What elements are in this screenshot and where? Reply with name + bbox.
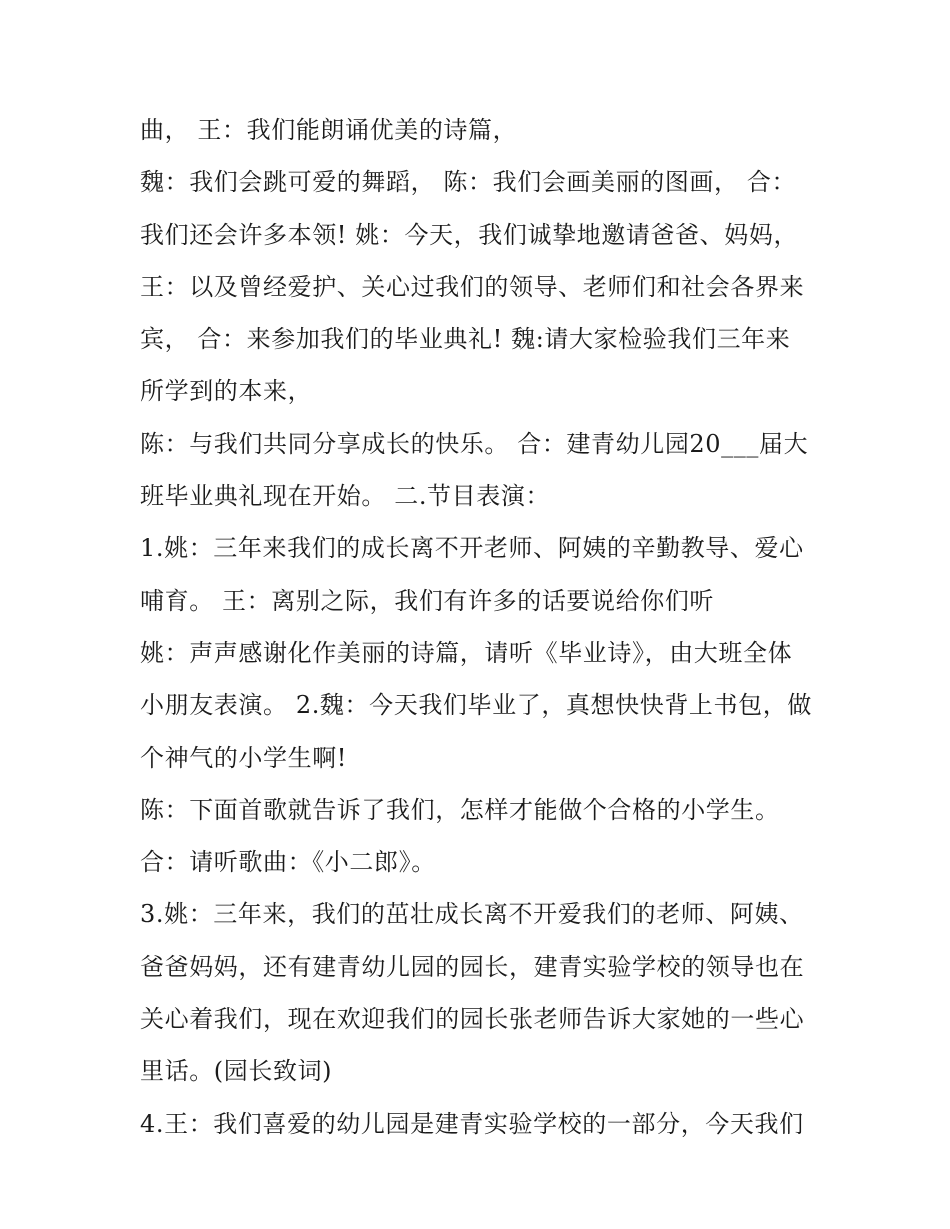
text-line: 个神气的小学生啊! bbox=[140, 743, 348, 772]
text-line: 我们还会许多本领! 姚：今天，我们诚挚地邀请爸爸、妈妈， bbox=[140, 220, 799, 249]
text-line: 3.姚：三年来，我们的茁壮成长离不开爱我们的老师、阿姨、 bbox=[140, 900, 804, 929]
body-text bbox=[140, 104, 830, 1150]
text-line: 所学到的本来， bbox=[140, 377, 313, 406]
text-line: 里话。(园长致词) bbox=[140, 1057, 333, 1086]
text-line: 陈：下面首歌就告诉了我们，怎样才能做个合格的小学生。 bbox=[140, 795, 780, 824]
text-line: 陈：与我们共同分享成长的快乐。 合：建青幼儿园20___届大 bbox=[140, 429, 809, 458]
text-line: 魏：我们会跳可爱的舞蹈， 陈：我们会画美丽的图画， 合： bbox=[140, 168, 797, 197]
text-line: 姚：声声感谢化作美丽的诗篇，请听《毕业诗》，由大班全体 bbox=[140, 638, 793, 667]
text-line: 1.姚：三年来我们的成长离不开老师、阿姨的辛勤教导、爱心 bbox=[140, 534, 804, 563]
text-line: 4.王：我们喜爱的幼儿园是建青实验学校的一部分，今天我们 bbox=[140, 1109, 804, 1138]
text-line: 班毕业典礼现在开始。 二.节目表演： bbox=[140, 482, 551, 511]
text-line: 爸爸妈妈，还有建青幼儿园的园长，建青实验学校的领导也在 bbox=[140, 952, 805, 981]
text-line: 合：请听歌曲：《小二郎》。 bbox=[140, 848, 436, 877]
text-line: 关心着我们，现在欢迎我们的园长张老师告诉大家她的一些心 bbox=[140, 1005, 805, 1034]
text-line: 哺育。 王：离别之际，我们有许多的话要说给你们听 bbox=[140, 586, 715, 615]
text-line: 曲， 王：我们能朗诵优美的诗篇， bbox=[140, 116, 518, 144]
text-line: 王：以及曾经爱护、关心过我们的领导、老师们和社会各界来 bbox=[140, 272, 805, 301]
text-line: 小朋友表演。 2.魏：今天我们毕业了，真想快快背上书包，做 bbox=[140, 691, 812, 720]
text-line: 宾， 合：来参加我们的毕业典礼! 魏:请大家检验我们三年来 bbox=[140, 325, 791, 354]
